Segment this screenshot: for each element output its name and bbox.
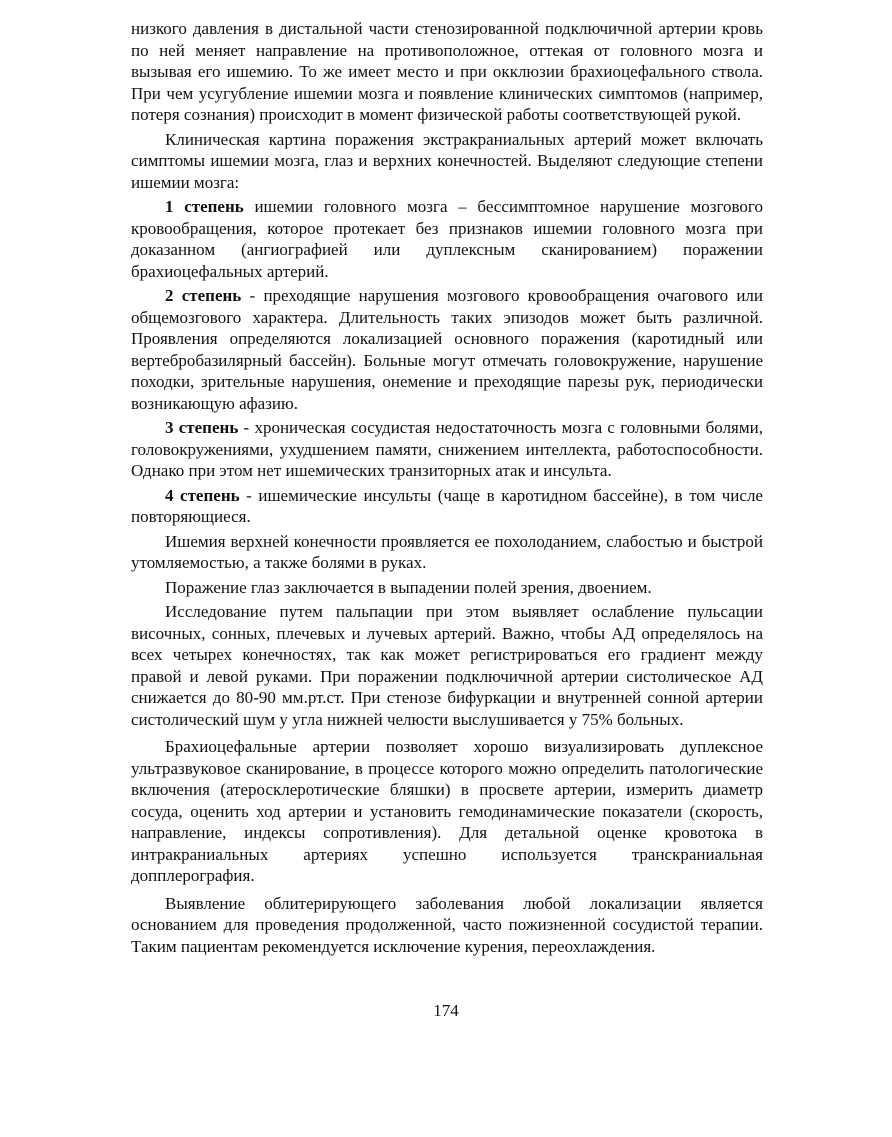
paragraph-palpation [131, 601, 763, 730]
paragraph-duplex [131, 736, 763, 887]
paragraph-degree-1 [131, 196, 763, 282]
palpation-text: Исследование путем пальпации при этом выявляет ослабление пульсации височных, сонных, плечевых и лучевых артерий. Важно, чтобы АД определялось на всех четырех конечностях, так как может регистрироваться его градиент между правой и левой руками. При поражении подключичной артерии систолическое АД снижается до 80-90 мм.рт.ст. При стенозе бифуркации и внутренней сонной артерии систолический шум у угла нижней челюсти выслушивается у 75% больных. [131, 602, 763, 729]
paragraph-1-text: низкого давления в дистальной части стенозированной подключичной артерии кровь по ней меняет направление на противоположное, оттекая от головного мозга и вызывая его ишемию. То же имеет место и при окклюзии брахиоцефального ствола. При чем усугубление ишемии мозга и появление клинических симптомов (например, потеря сознания) происходит в момент физической работы соответствующей рукой. [131, 19, 763, 124]
degree-1-text: ишемии головного мозга – бессимптомное нарушение мозгового кровообращения, которое протекает без признаков ишемии головного мозга при доказанном (ангиографией или дуплексным сканированием) поражении брахиоцефальных артерий. [131, 197, 763, 281]
body-text [131, 18, 763, 960]
paragraph-eyes [131, 577, 763, 599]
eyes-text: Поражение глаз заключается в выпадении полей зрения, двоением. [165, 577, 652, 597]
degree-3-text: - хроническая сосудистая недостаточность мозга с головными болями, головокружениями, ухудшением памяти, снижением интеллекта, работоспособности. Однако при этом нет ишемических транзиторных атак и инсульта. [131, 418, 763, 480]
paragraph-therapy [131, 893, 763, 958]
therapy-text: Выявление облитерирующего заболевания любой локализации является основанием для проведения продолженной, часто пожизненной сосудистой терапии. Таким пациентам рекомендуется исключение курения, переохлаждения. [131, 893, 763, 956]
paragraph-degree-4 [131, 485, 763, 528]
degree-4-text: - ишемические инсульты (чаще в каротидном бассейне), в том числе повторяющиеся. [131, 485, 763, 526]
paragraph-degree-3 [131, 417, 763, 482]
duplex-text: Брахиоцефальные артерии позволяет хорошо визуализировать дуплексное ультразвуковое сканирование, в процессе которого можно определить патологические включения (атеросклеротические бляшки) в просвете артерии, измерить диаметр сосуда, оценить ход артерии и установить гемодинамические показатели (скорость, направление, индексы сопротивления). Для детальной оценке кровотока в интракраниальных артериях успешно используется транскраниальная допплерография. [131, 737, 763, 885]
paragraph-upper-limb [131, 531, 763, 574]
page-number: 174 [433, 1001, 459, 1020]
paragraph-1 [131, 18, 763, 126]
paragraph-2-text: Клиническая картина поражения экстракраниальных артерий может включать симптомы ишемии мозга, глаз и верхних конечностей. Выделяют следующие степени ишемии мозга: [131, 129, 763, 192]
degree-3-lead: 3 степень [165, 418, 239, 437]
degree-2-text: - преходящие нарушения мозгового кровообращения очагового или общемозгового характера. Длительность таких эпизодов может быть различной. Проявления определяются локализацией основного поражения (каротидный или вертебробазилярный бассейн). Больные могут отмечать головокружение, нарушение походки, зрительные нарушения, онемение и преходящие парезы рук, периодически возникающую афазию. [131, 286, 763, 413]
degree-4-lead: 4 степень [165, 485, 240, 505]
degree-2-lead: 2 степень [165, 286, 242, 305]
paragraph-2 [131, 129, 763, 194]
upper-limb-text: Ишемия верхней конечности проявляется ее похолоданием, слабостью и быстрой утомляемостью, а также болями в руках. [131, 531, 763, 572]
degree-1-lead: 1 степень [165, 197, 244, 216]
paragraph-degree-2 [131, 285, 763, 414]
